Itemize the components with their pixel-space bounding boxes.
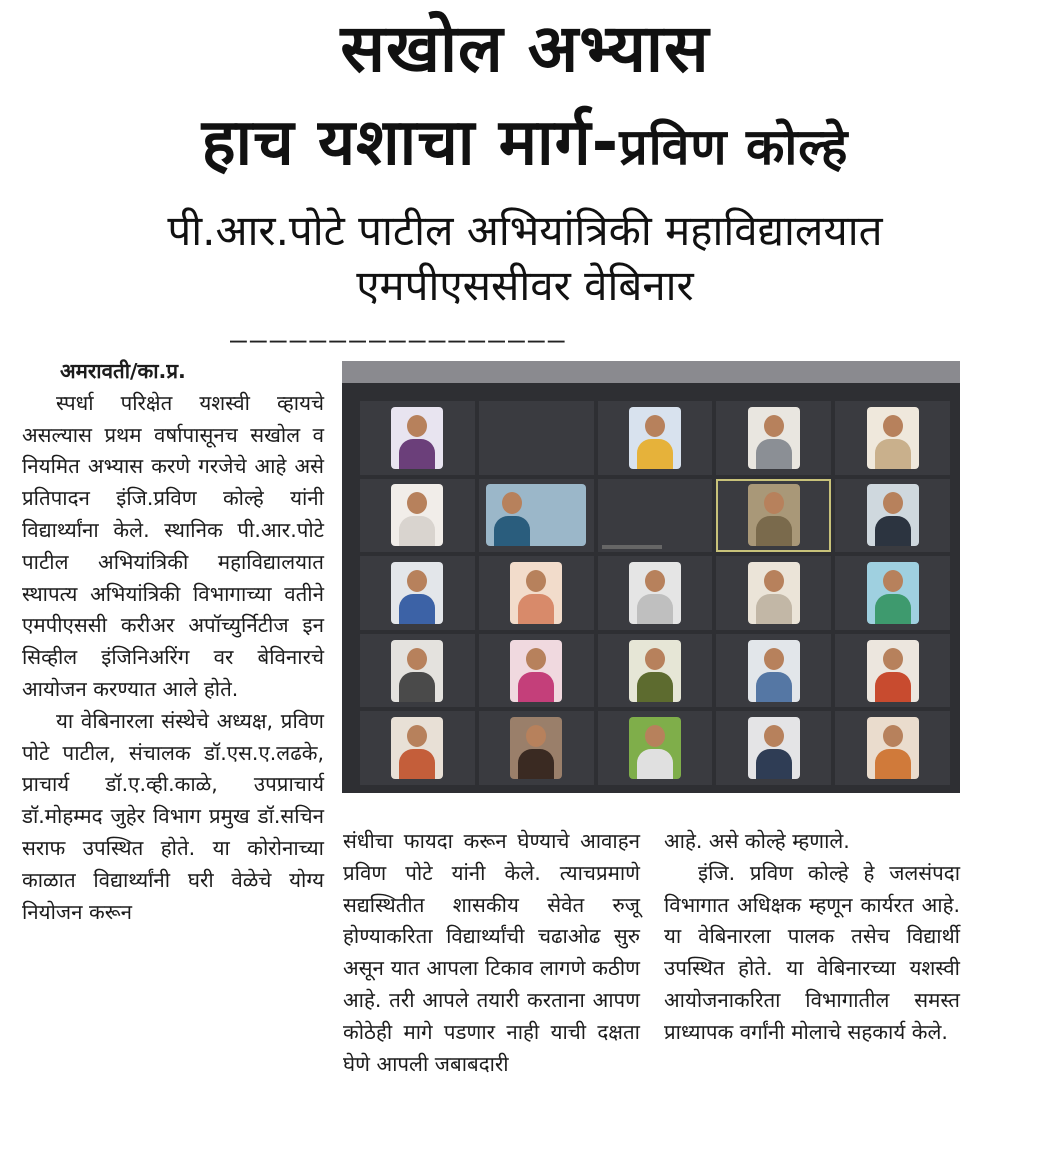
- participant-tile: [360, 711, 475, 785]
- headline-line-1: सखोल अभ्यास: [340, 10, 710, 87]
- participant-tile: [479, 401, 594, 475]
- participant-tile-active: [716, 479, 831, 553]
- divider: –––––––––––––––––: [230, 325, 568, 355]
- participant-tile: [835, 711, 950, 785]
- participant-tile: [716, 556, 831, 630]
- participant-tile: [479, 479, 594, 553]
- participant-tile: [835, 556, 950, 630]
- participant-tile: [598, 556, 713, 630]
- webinar-screenshot: [342, 361, 960, 793]
- participant-tile: [598, 479, 713, 553]
- article-column-2: [343, 826, 640, 1080]
- article-paragraph: स्पर्धा परिक्षेत यशस्वी व्हायचे असल्यास प्रथम वर्षापासूनच सखोल व नियमित अभ्यास करणे गरजेचे आहे असे प्रतिपादन इंजि.प्रविण कोल्हे यांनी विद्यार्थ्यांना केले. स्थानिक पी.आर.पोटे पाटील अभियांत्रिकी महाविद्यालयात स्थापत्य अभियांत्रिकी विभागाच्या वतीने एमपीएससी करीअर अपॉच्युर्निटीज इन सिव्हील इंजिनिअरिंग वर बेविनारचे आयोजन करण्यात आले होते.: [22, 390, 324, 701]
- subheadline-line-1: पी.आर.पोटे पाटील अभियांत्रिकी महाविद्यालयात: [167, 206, 883, 255]
- participant-name-bar: [602, 545, 662, 549]
- participant-tile: [835, 401, 950, 475]
- article-column-3: [664, 826, 960, 1049]
- participant-tile: [598, 401, 713, 475]
- participant-tile: [479, 711, 594, 785]
- article-paragraph: संधीचा फायदा करून घेण्याचे आवाहन प्रविण पोटे यांनी केले. त्याचप्रमाणे सद्यस्थितीत शासकीय सेवेत रुजू होण्याकरिता विद्यार्थ्यांची चढाओढ सुरु असून यात आपला टिकाव लागणे कठीण आहे. तरी आपले तयारी करताना आपण कोठेही मागे पडणार नाही याची दक्षता घेणे आपली जबाबदारी: [343, 829, 640, 1076]
- dateline: अमरावती/का.प्र.: [60, 359, 186, 383]
- participant-tile: [360, 556, 475, 630]
- participant-tile: [360, 401, 475, 475]
- participant-tile: [598, 634, 713, 708]
- participant-tile: [479, 634, 594, 708]
- headline-byline: प्रविण कोल्हे: [619, 118, 849, 176]
- participant-tile: [716, 401, 831, 475]
- article-paragraph: आहे. असे कोल्हे म्हणाले.: [664, 829, 850, 853]
- participant-tile: [479, 556, 594, 630]
- participant-tile: [598, 711, 713, 785]
- participant-grid: [360, 401, 950, 785]
- subheadline-line-2: एमपीएससीवर वेबिनार: [356, 261, 694, 310]
- meeting-toolbar: [342, 361, 960, 383]
- participant-tile: [835, 479, 950, 553]
- headline-main: हाच यशाचा मार्ग-: [201, 106, 620, 180]
- article-column-1: [22, 356, 324, 928]
- participant-tile: [716, 634, 831, 708]
- headline-line-2: [0, 100, 1050, 190]
- participant-tile: [716, 711, 831, 785]
- participant-tile: [360, 479, 475, 553]
- article-paragraph: इंजि. प्रविण कोल्हे हे जलसंपदा विभागात अधिक्षक म्हणून कार्यरत आहे. या वेबिनारला पालक तसेच विद्यार्थी उपस्थित होते. या वेबिनारच्या यशस्वी आयोजनाकरिता विभागातील समस्त प्राध्यापक वर्गांनी मोलाचे सहकार्य केले.: [664, 860, 960, 1044]
- participant-tile: [835, 634, 950, 708]
- article-paragraph: या वेबिनारला संस्थेचे अध्यक्ष, प्रविण पोटे पाटील, संचालक डॉ.एस.ए.लढके, प्राचार्य डॉ.ए.व्ही.काळे, उपप्राचार्य डॉ.मोहम्मद जुहेर विभाग प्रमुख डॉ.सचिन सराफ उपस्थित होते. या कोरोनाच्या काळात विद्यार्थ्यांनी घरी वेळेचे योग्य नियोजन करून: [22, 708, 324, 924]
- participant-tile: [360, 634, 475, 708]
